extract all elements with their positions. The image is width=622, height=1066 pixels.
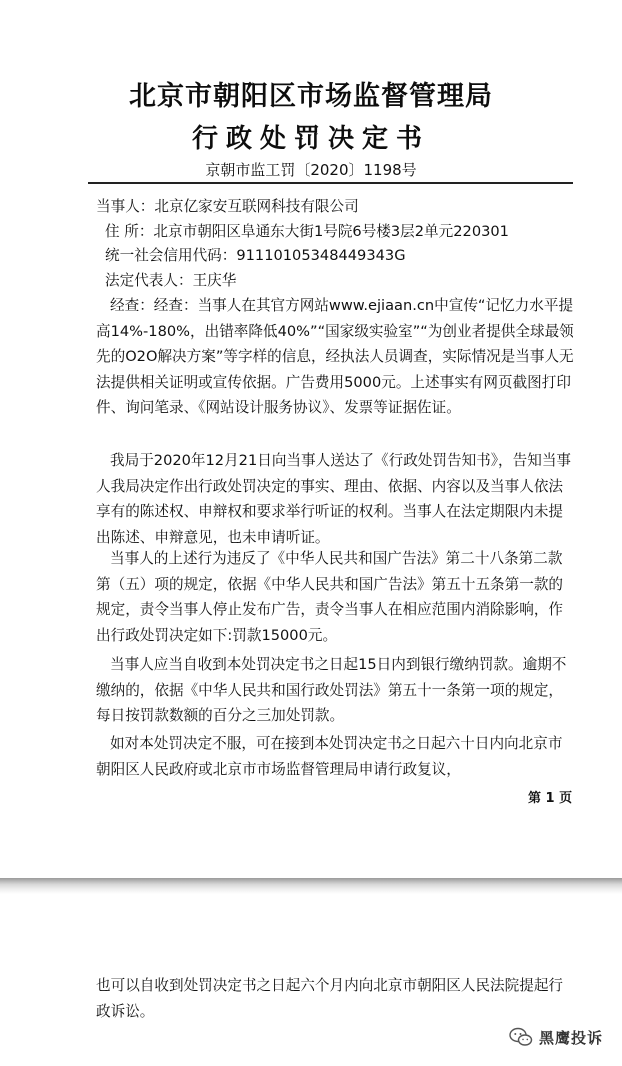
- watermark-text: 黑鹰投诉: [539, 1028, 604, 1047]
- page-number: 第 1 页: [528, 791, 573, 806]
- violation-paragraph: 当事人的上述行为违反了《中华人民共和国广告法》第二十八条第二款第（五）项的规定，依据《中华人民共和国广告法》第五十五条第一款的规定，责令当事人停止发布广告，责令当事人在相应范围内消除影响，作出行政处罚决定如下:罚款15000元。: [96, 550, 564, 644]
- party-name: 当事人：北京亿家安互联网科技有限公司: [96, 198, 359, 215]
- wechat-icon: [509, 1026, 533, 1048]
- credit-code: 统一社会信用代码：91110105348449343G: [105, 247, 406, 264]
- header-divider: [88, 182, 573, 184]
- party-address: 住 所：北京市朝阳区阜通东大街1号院6号楼3层2单元220301: [105, 222, 509, 240]
- payment-paragraph: 当事人应当自收到本处罚决定书之日起15日内到银行缴纳罚款。逾期不缴纳的，依据《中华人民共和国行政处罚法》第五十一条第一项的规定，每日按罚款数额的百分之三加处罚款。: [96, 656, 567, 725]
- agency-title: 北京市朝阳区市场监督管理局: [129, 81, 493, 112]
- document-number: 京朝市监工罚〔2020〕1198号: [205, 161, 417, 179]
- document-type-title: 行政处罚决定书: [191, 124, 430, 154]
- notice-paragraph: 我局于2020年12月21日向当事人送达了《行政处罚告知书》，告知当事人我局决定作出行政处罚决定的事实、理由、依据、内容以及当事人依法享有的陈述权、申辩权和要求举行听证的权利。当事人在法定期限内未提出陈述、申辩意见，也未申请听证。: [96, 452, 572, 546]
- appeal-paragraph: 如对本处罚决定不服，可在接到本处罚决定书之日起六十日内向北京市朝阳区人民政府或北京市市场监督管理局申请行政复议，: [96, 735, 563, 778]
- litigation-paragraph: 也可以自收到处罚决定书之日起六个月内向北京市朝阳区人民法院提起行政诉讼。: [96, 977, 564, 1020]
- findings-paragraph: 经查：经查：当事人在其官方网站www.ejiaan.cn中宣传“记忆力水平提高14%-180%，出错率降低40%”“国家级实验室”“为创业者提供全球最领先的O2O解决方案”等字样的信息，经执法人员调查，实际情况是当事人无法提供相关证明或宣传依据。广告费用5000元。上述事实有网页截图打印件、询问笔录、《网站设计服务协议》、发票等证据佐证。: [96, 297, 574, 417]
- watermark: [509, 1026, 603, 1048]
- legal-representative: 法定代表人：王庆华: [105, 271, 237, 289]
- page-separator: [0, 878, 622, 894]
